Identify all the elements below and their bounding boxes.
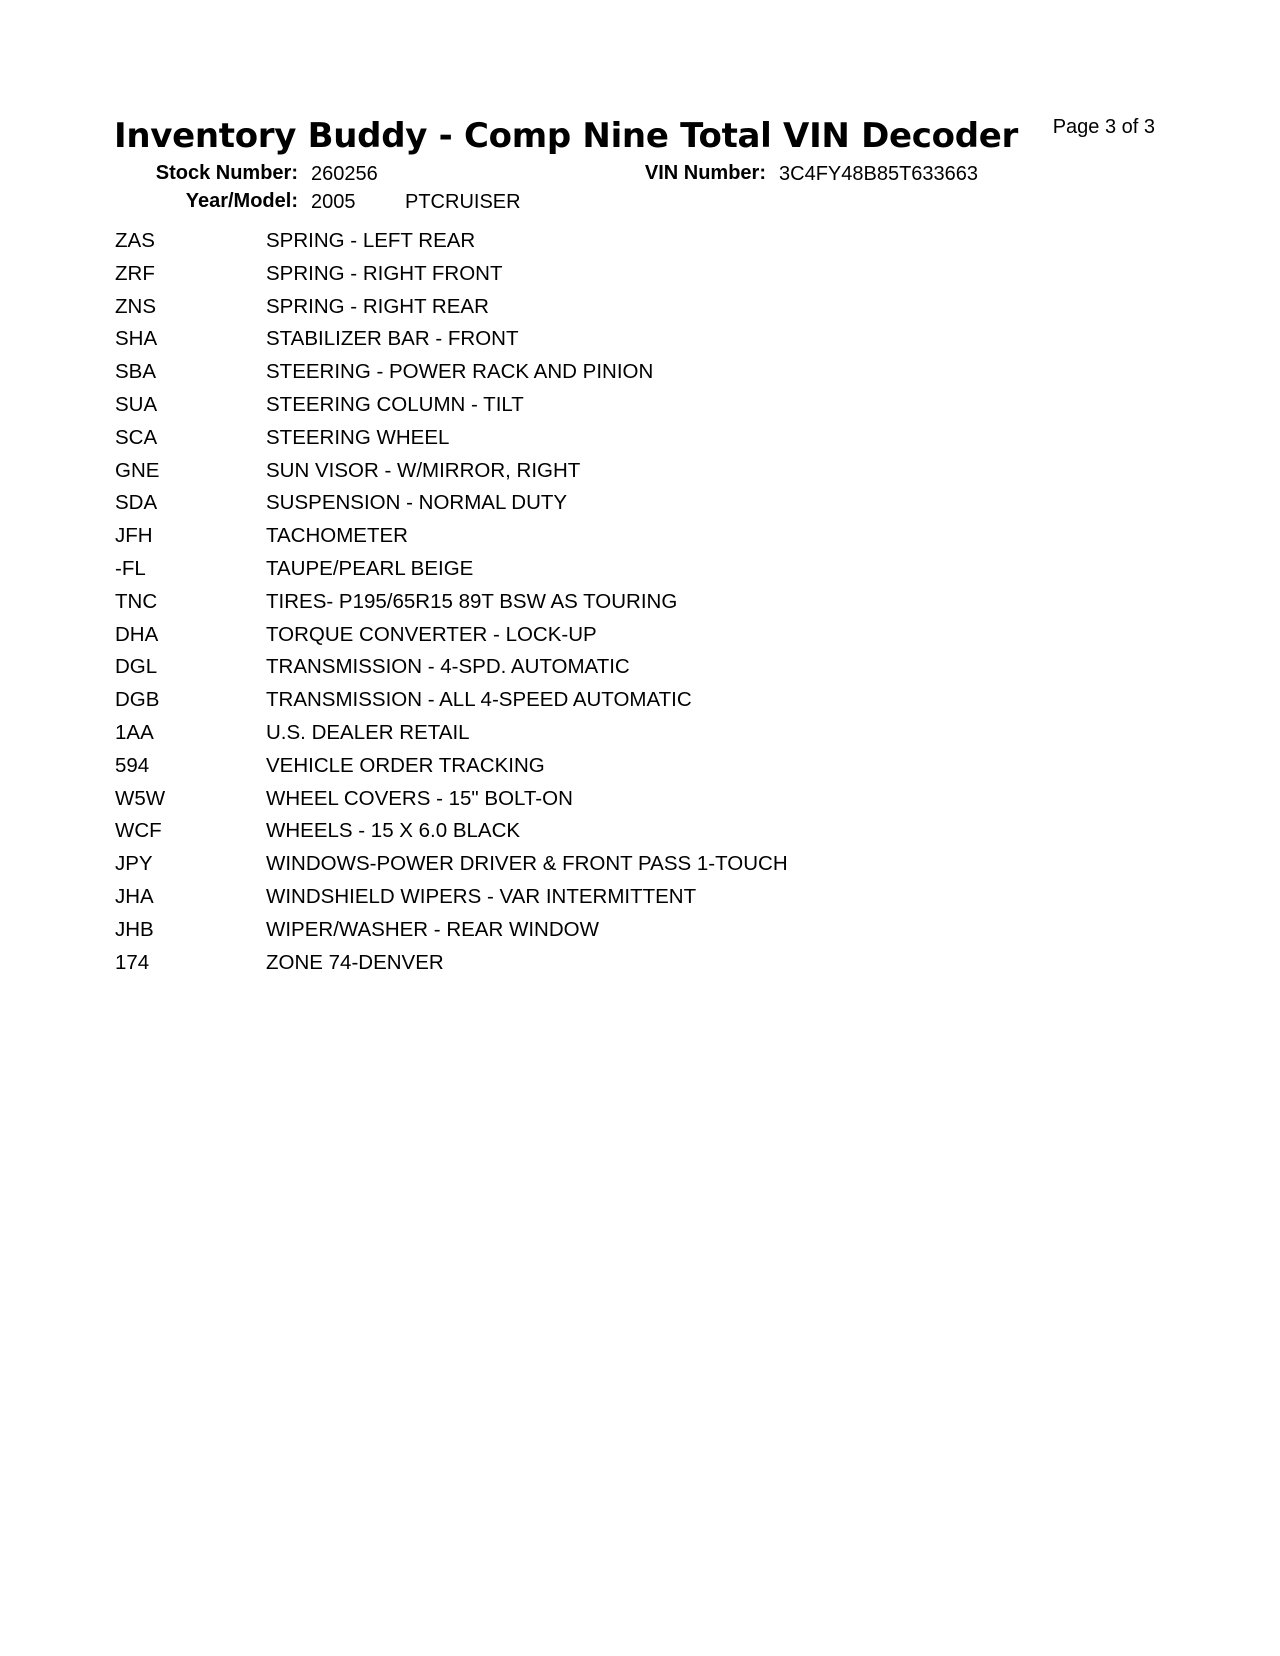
option-code: JHA: [115, 884, 154, 908]
option-code: SHA: [115, 327, 158, 351]
option-row: [115, 294, 788, 327]
model-value: PTCRUISER: [405, 191, 521, 213]
option-code: JHB: [115, 917, 154, 941]
option-row: [115, 654, 788, 687]
year-model-label: Year/Model:: [185, 190, 298, 212]
option-row: [115, 589, 788, 622]
option-row: [115, 851, 788, 884]
option-description: WINDSHIELD WIPERS - VAR INTERMITTENT: [266, 884, 697, 908]
option-code: 174: [115, 950, 150, 974]
option-description: TRANSMISSION - ALL 4-SPEED AUTOMATIC: [266, 688, 692, 712]
option-row: [115, 425, 788, 458]
vin-number-label: VIN Number:: [644, 162, 766, 184]
option-row: [115, 753, 788, 786]
option-row: [115, 556, 788, 589]
option-description: WHEELS - 15 X 6.0 BLACK: [266, 819, 521, 843]
option-code: W5W: [115, 786, 166, 810]
option-row: [115, 326, 788, 359]
option-row: [115, 523, 788, 556]
option-row: [115, 786, 788, 819]
document-title: Inventory Buddy - Comp Nine Total VIN Decoder: [114, 116, 1018, 156]
option-code: 1AA: [115, 720, 154, 744]
page-number: Page 3 of 3: [1052, 116, 1155, 138]
stock-number-label: Stock Number:: [155, 162, 298, 184]
option-description: SUN VISOR - W/MIRROR, RIGHT: [266, 458, 581, 482]
option-row: [115, 884, 788, 917]
option-code: ZNS: [115, 294, 156, 318]
option-code: 594: [115, 753, 150, 777]
option-code: ZAS: [115, 229, 155, 252]
option-description: WINDOWS-POWER DRIVER & FRONT PASS 1-TOUCH: [266, 852, 788, 876]
option-row: [115, 458, 788, 491]
option-row: [115, 392, 788, 425]
option-description: TAUPE/PEARL BEIGE: [266, 556, 474, 580]
option-code: TNC: [115, 589, 158, 613]
option-code: JPY: [115, 852, 153, 876]
option-row: [115, 917, 788, 950]
option-code: -FL: [115, 556, 146, 580]
option-description: WHEEL COVERS - 15" BOLT-ON: [266, 786, 573, 810]
option-code: DHA: [115, 622, 159, 646]
option-code: DGL: [115, 655, 158, 679]
option-code: SUA: [115, 392, 158, 416]
option-row: [115, 359, 788, 392]
option-code: SDA: [115, 491, 158, 515]
option-description: TRANSMISSION - 4-SPD. AUTOMATIC: [266, 655, 630, 679]
option-description: STABILIZER BAR - FRONT: [266, 327, 519, 351]
option-row: [115, 950, 788, 983]
option-description: ZONE 74-DENVER: [266, 950, 444, 974]
option-row: [115, 687, 788, 720]
option-description: SPRING - RIGHT REAR: [266, 294, 489, 318]
option-description: SPRING - RIGHT FRONT: [266, 261, 503, 285]
option-code-list: [115, 228, 788, 982]
option-code: SCA: [115, 425, 158, 449]
option-description: STEERING - POWER RACK AND PINION: [266, 360, 654, 384]
option-code: DGB: [115, 688, 160, 712]
option-code: ZRF: [115, 261, 155, 285]
option-description: SUSPENSION - NORMAL DUTY: [266, 491, 568, 515]
option-description: U.S. DEALER RETAIL: [266, 720, 470, 744]
option-description: TORQUE CONVERTER - LOCK-UP: [266, 622, 597, 646]
option-code: WCF: [115, 819, 162, 843]
option-row: [115, 720, 788, 753]
vin-number-value: 3C4FY48B85T633663: [779, 163, 979, 185]
option-description: STEERING COLUMN - TILT: [266, 392, 524, 416]
option-description: TACHOMETER: [266, 524, 408, 548]
option-description: SPRING - LEFT REAR: [266, 229, 476, 252]
option-row: [115, 228, 788, 261]
option-description: STEERING WHEEL: [266, 425, 450, 449]
stock-number-value: 260256: [311, 163, 378, 185]
option-description: WIPER/WASHER - REAR WINDOW: [266, 917, 599, 941]
option-code: GNE: [115, 458, 160, 482]
option-description: VEHICLE ORDER TRACKING: [266, 753, 545, 777]
option-code: SBA: [115, 360, 157, 384]
option-row: [115, 818, 788, 851]
option-row: [115, 261, 788, 294]
option-row: [115, 490, 788, 523]
year-value: 2005: [311, 191, 356, 213]
option-code: JFH: [115, 524, 153, 548]
option-row: [115, 622, 788, 655]
option-description: TIRES- P195/65R15 89T BSW AS TOURING: [266, 589, 678, 613]
